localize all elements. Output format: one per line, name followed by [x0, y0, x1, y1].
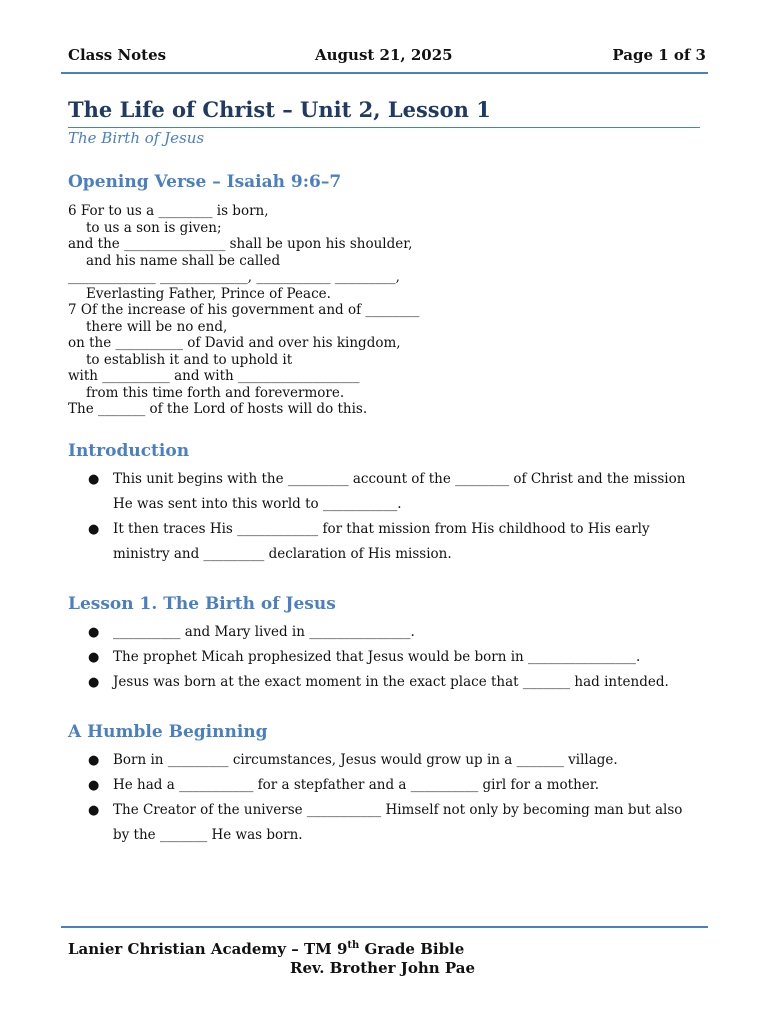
- humble-beginning-list: [68, 748, 688, 848]
- list-item: [68, 773, 688, 798]
- list-item-text: Born in _________ circumstances, Jesus would grow up in a _______ village.: [113, 752, 618, 768]
- section-heading-lesson-1: Lesson 1. The Birth of Jesus: [68, 594, 336, 614]
- list-item-text: __________ and Mary lived in _______________.: [113, 624, 415, 640]
- list-item-text: He had a ___________ for a stepfather and a __________ girl for a mother.: [113, 777, 600, 793]
- verse-block: [68, 203, 419, 418]
- list-item: [68, 645, 688, 670]
- verse-line: Everlasting Father, Prince of Peace.: [86, 285, 331, 302]
- list-item: [68, 798, 688, 848]
- bullet-icon: ●: [88, 753, 100, 768]
- bullet-icon: ●: [88, 650, 100, 665]
- list-item: [68, 467, 688, 517]
- verse-line: with __________ and with __________________: [68, 368, 360, 384]
- bullet-icon: ●: [88, 472, 100, 487]
- footer-school-course: [68, 940, 464, 958]
- lesson-1-list: [68, 620, 688, 695]
- section-heading-introduction: Introduction: [68, 441, 190, 461]
- verse-line: there will be no end,: [86, 318, 228, 335]
- bullet-icon: ●: [88, 803, 100, 818]
- section-heading-opening-verse: Opening Verse – Isaiah 9:6–7: [68, 172, 342, 192]
- page-header: [68, 46, 706, 66]
- footer-course: Grade Bible: [359, 940, 465, 958]
- header-divider: [61, 72, 708, 74]
- list-item-text: It then traces His ____________ for that mission from His childhood to His early ministry and _________ declaration of His mission.: [113, 521, 650, 562]
- verse-line: _____________ _____________, ___________ _________,: [68, 269, 400, 285]
- verse-line: and the _______________ shall be upon his shoulder,: [68, 236, 413, 252]
- bullet-icon: ●: [88, 522, 100, 537]
- bullet-icon: ●: [88, 675, 100, 690]
- footer-school: Lanier Christian Academy – TM 9: [68, 940, 348, 958]
- page-subtitle: The Birth of Jesus: [68, 129, 205, 147]
- title-divider: [68, 127, 700, 128]
- list-item: [68, 517, 688, 567]
- list-item: [68, 670, 688, 695]
- list-item-text: The Creator of the universe ___________ Himself not only by becoming man but also by the _______ He was born.: [113, 802, 683, 843]
- bullet-icon: ●: [88, 625, 100, 640]
- footer-instructor: Rev. Brother John Pae: [290, 959, 476, 977]
- introduction-list: [68, 467, 688, 567]
- list-item: [68, 620, 688, 645]
- footer-divider: [61, 926, 708, 928]
- verse-line: 6 For to us a ________ is born,: [68, 203, 269, 219]
- verse-line: and his name shall be called: [86, 252, 281, 269]
- verse-line: to us a son is given;: [86, 219, 222, 236]
- list-item-text: Jesus was born at the exact moment in the exact place that _______ had intended.: [113, 674, 669, 690]
- list-item-text: This unit begins with the _________ account of the ________ of Christ and the mission He was sent into this world to ___________.: [113, 471, 686, 512]
- verse-line: 7 Of the increase of his government and of ________: [68, 302, 420, 318]
- verse-line: to establish it and to uphold it: [86, 351, 293, 368]
- footer-ordinal: th: [347, 940, 360, 951]
- list-item-text: The prophet Micah prophesized that Jesus would be born in ________________.: [113, 649, 641, 665]
- verse-line: The _______ of the Lord of hosts will do this.: [68, 401, 368, 417]
- verse-line: on the __________ of David and over his kingdom,: [68, 335, 401, 351]
- header-class-notes: Class Notes: [68, 46, 167, 64]
- header-page-number: Page 1 of 3: [612, 46, 706, 64]
- page-title: The Life of Christ – Unit 2, Lesson 1: [68, 97, 491, 122]
- section-heading-humble-beginning: A Humble Beginning: [68, 722, 268, 742]
- header-date: August 21, 2025: [315, 46, 453, 64]
- bullet-icon: ●: [88, 778, 100, 793]
- list-item: [68, 748, 688, 773]
- verse-line: from this time forth and forevermore.: [86, 384, 345, 401]
